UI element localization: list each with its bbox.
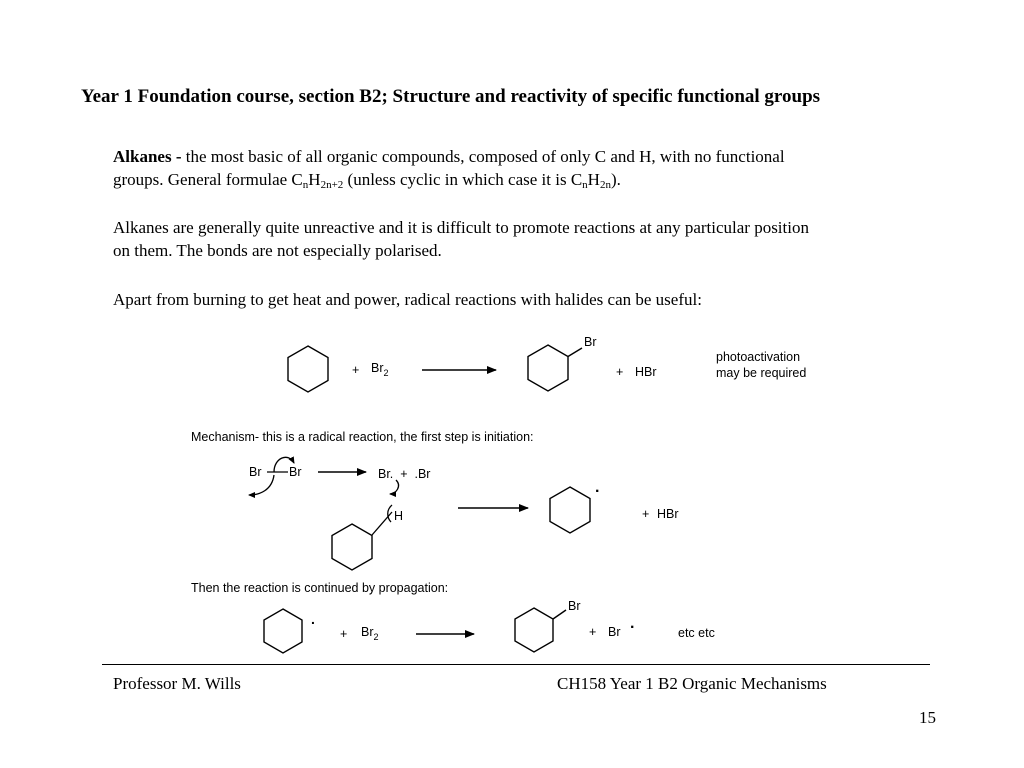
reagent-sub: 2 — [373, 632, 379, 642]
bromine-radicals: Br. + .Br — [378, 467, 431, 481]
c-h-bond — [372, 512, 392, 535]
radical-reactions-intro: Apart from burning to get heat and power, radical reactions with halides can be useful: — [113, 290, 702, 309]
cyclic-formula-h: H — [587, 170, 600, 189]
product-br-label: Br — [568, 599, 581, 613]
product-br-label: Br — [584, 335, 597, 349]
alkanes-text3: (unless cyclic in which case it is C — [343, 170, 583, 189]
alkanes-text2: groups. General formulae C — [113, 170, 303, 189]
plus-sign: + — [642, 507, 650, 521]
footer-divider — [102, 664, 930, 665]
photoactivation-note: photoactivation — [716, 350, 801, 364]
cyclic-formula-sub-n: n — [582, 179, 588, 191]
footer-course: CH158 Year 1 B2 Organic Mechanisms — [557, 674, 827, 693]
footer-author: Professor M. Wills — [113, 674, 241, 693]
reagent-br2 — [361, 625, 379, 642]
c-br-bond — [553, 610, 566, 619]
bromocyclohexane-ring — [528, 345, 568, 391]
alkanes-text4: ). — [610, 170, 621, 189]
reactivity-line1: Alkanes are generally quite unreactive and it is difficult to promote reactions at any particular position — [113, 218, 809, 237]
radical-dot: . — [311, 611, 315, 627]
plus-sign: + — [589, 625, 597, 639]
formula-h: H — [308, 170, 321, 189]
reagent-sub: 2 — [383, 368, 389, 378]
reagent-br: Br — [371, 361, 384, 375]
etc-note: etc etc — [678, 626, 715, 640]
page-number: 15 — [919, 708, 936, 727]
propagation-caption: Then the reaction is continued by propagation: — [191, 581, 449, 595]
alkanes-lead: Alkanes - — [113, 147, 182, 166]
mechanism-caption: Mechanism- this is a radical reaction, the first step is initiation: — [191, 430, 534, 444]
cyclohexane-ring — [288, 346, 328, 392]
hbr-label: HBr — [657, 507, 679, 521]
reagent-br2 — [371, 361, 389, 378]
alkanes-text1: the most basic of all organic compounds, composed of only C and H, with no functional — [181, 147, 785, 166]
reactivity-line2: on them. The bonds are not especially polarised. — [113, 241, 442, 260]
c-br-bond — [568, 348, 582, 357]
reagent-br: Br — [361, 625, 374, 639]
hydrogen-label: H — [394, 509, 404, 523]
plus-sign: + — [616, 365, 624, 379]
cyclohexyl-radical-ring — [264, 609, 302, 653]
slide-title: Year 1 Foundation course, section B2; Structure and reactivity of specific functional groups — [81, 86, 821, 107]
cyclohexane-ring — [332, 524, 372, 570]
bromine-radical-dot: . — [630, 615, 635, 632]
bromine-radical: Br — [608, 625, 621, 639]
fishhook-arrow-1 — [390, 480, 398, 494]
br-atom-right: Br — [289, 465, 302, 479]
photoactivation-note-line2: may be required — [716, 366, 807, 380]
radical-dot: . — [595, 479, 600, 496]
formula-sub-n: n — [302, 179, 309, 191]
bromocyclohexane-ring — [515, 608, 553, 652]
cyclic-formula-sub-2n: 2n — [599, 179, 611, 191]
formula-sub-2n2: 2n+2 — [320, 179, 344, 191]
cyclohexyl-radical-ring — [550, 487, 590, 533]
hbr-label: HBr — [635, 365, 657, 379]
plus-sign: + — [340, 627, 348, 641]
plus-sign: + — [352, 363, 360, 377]
br-atom-left: Br — [249, 465, 262, 479]
